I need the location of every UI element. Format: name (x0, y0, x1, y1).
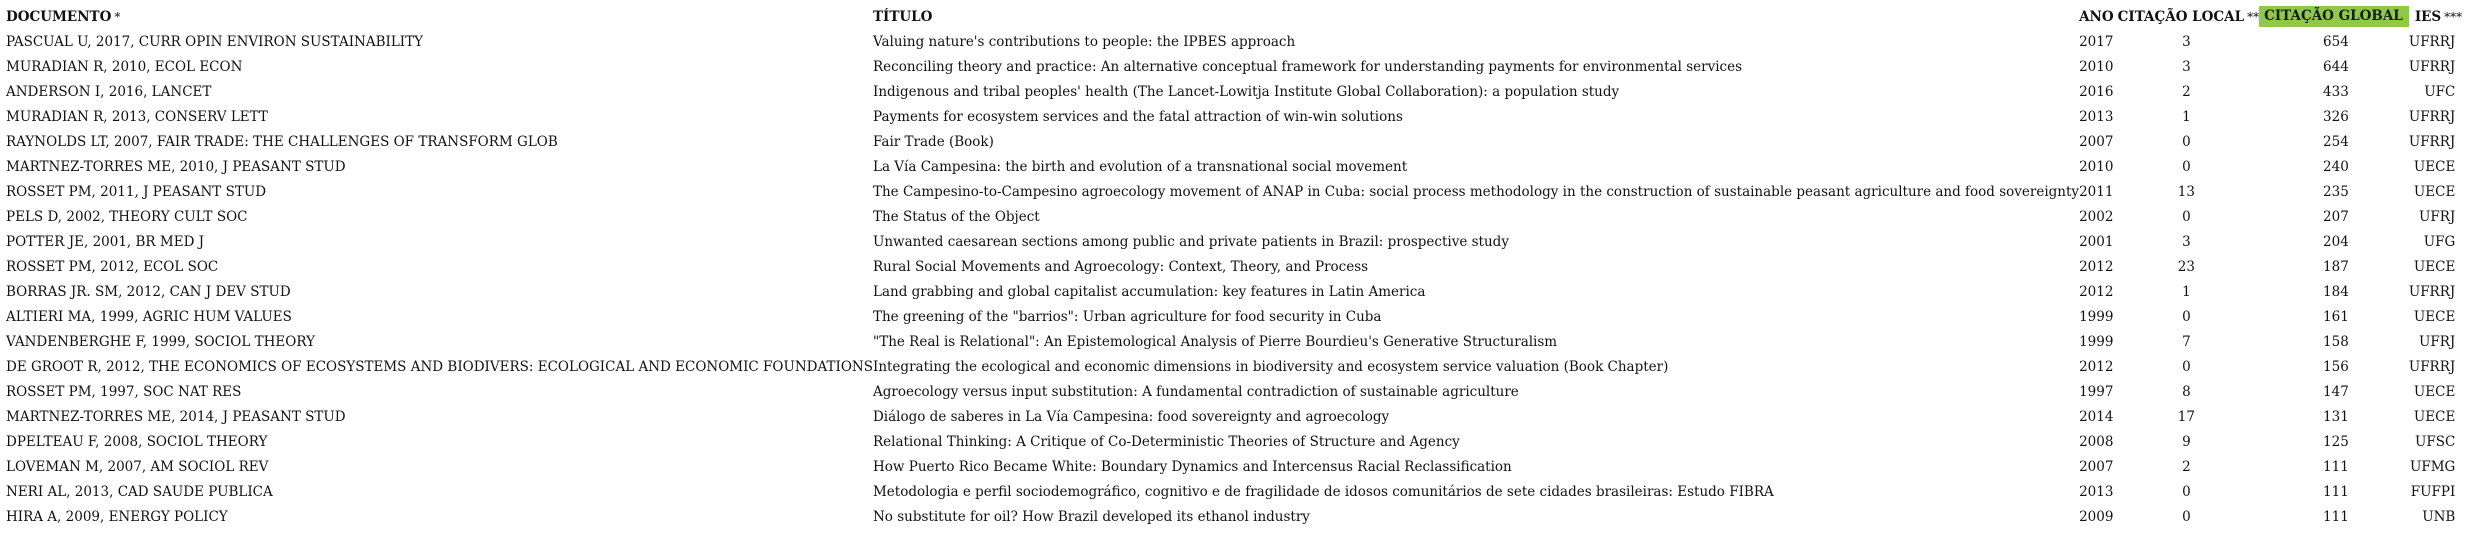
cell-citacao-global: 111 (2323, 458, 2349, 475)
cell-citacao-local: 2 (2182, 458, 2191, 475)
table-row (6, 429, 2481, 454)
header-citacao-local-footnote-mark: ** (2247, 9, 2260, 24)
cell-documento: HIRA A, 2009, ENERGY POLICY (6, 508, 228, 525)
cell-citacao-global: 654 (2323, 33, 2349, 50)
cell-ano: 2013 (2079, 108, 2114, 125)
cell-ano: 2007 (2079, 458, 2114, 475)
cell-titulo: The Status of the Object (872, 208, 1040, 225)
header-citacao-global (2259, 4, 2409, 29)
header-ies-footnote-mark: *** (2444, 9, 2463, 24)
cell-citacao-global: 161 (2323, 308, 2349, 325)
cell-ano: 2002 (2079, 208, 2114, 225)
cell-citacao-local: 9 (2182, 433, 2191, 450)
table-row (6, 29, 2481, 54)
cell-documento: ANDERSON I, 2016, LANCET (6, 83, 212, 100)
table-row (6, 54, 2481, 79)
table-row (6, 254, 2481, 279)
cell-ies: UECE (2413, 383, 2456, 400)
cell-ies: UFRJ (2418, 208, 2456, 225)
cell-titulo: Payments for ecosystem services and the fatal attraction of win-win solutions (872, 108, 1403, 125)
table-row (6, 204, 2481, 229)
cell-documento: MARTNEZ-TORRES ME, 2010, J PEASANT STUD (6, 158, 346, 175)
table-row (6, 479, 2481, 504)
cell-documento: RAYNOLDS LT, 2007, FAIR TRADE: THE CHALLENGES OF TRANSFORM GLOB (6, 133, 558, 150)
cell-citacao-local: 1 (2182, 108, 2191, 125)
cell-titulo: Reconciling theory and practice: An alternative conceptual framework for understanding payments for environmental services (872, 58, 1743, 75)
cell-titulo: The greening of the "barrios": Urban agriculture for food security in Cuba (872, 308, 1382, 325)
cell-documento: BORRAS JR. SM, 2012, CAN J DEV STUD (6, 283, 291, 300)
cell-citacao-local: 0 (2182, 508, 2191, 525)
cell-documento: NERI AL, 2013, CAD SAUDE PUBLICA (6, 483, 273, 500)
header-citacao-local-label: CITAÇÃO LOCAL (2117, 8, 2245, 25)
header-row (6, 4, 2481, 29)
cell-documento: DE GROOT R, 2012, THE ECONOMICS OF ECOSYSTEMS AND BIODIVERS: ECOLOGICAL AND ECONOMIC FOUNDATIONS (6, 358, 873, 375)
cell-documento: MURADIAN R, 2010, ECOL ECON (6, 58, 243, 75)
cell-citacao-global: 111 (2323, 508, 2349, 525)
cell-ano: 2007 (2079, 133, 2114, 150)
cell-titulo: "The Real is Relational": An Epistemological Analysis of Pierre Bourdieu's Generative Structuralism (872, 333, 1558, 350)
cell-ano: 2008 (2079, 433, 2114, 450)
table-row (6, 379, 2481, 404)
cell-titulo: Indigenous and tribal peoples' health (The Lancet-Lowitja Institute Global Collaboration): a population study (872, 83, 1620, 100)
cell-ano: 1999 (2079, 333, 2114, 350)
header-titulo: TÍTULO (872, 8, 933, 25)
cell-titulo: Diálogo de saberes in La Vía Campesina: food sovereignty and agroecology (872, 408, 1390, 425)
cell-documento: VANDENBERGHE F, 1999, SOCIOL THEORY (6, 333, 315, 350)
cell-citacao-global: 235 (2323, 183, 2349, 200)
table-row (6, 179, 2481, 204)
cell-titulo: Relational Thinking: A Critique of Co-Deterministic Theories of Structure and Agency (872, 433, 1460, 450)
cell-ies: UFRRJ (2408, 358, 2456, 375)
cell-citacao-local: 17 (2177, 408, 2195, 425)
cell-ano: 1999 (2079, 308, 2114, 325)
cell-titulo: How Puerto Rico Became White: Boundary Dynamics and Intercensus Racial Reclassification (872, 458, 1512, 475)
cell-titulo: Land grabbing and global capitalist accumulation: key features in Latin America (872, 283, 1426, 300)
cell-citacao-local: 7 (2182, 333, 2191, 350)
cell-citacao-global: 204 (2323, 233, 2349, 250)
cell-citacao-global: 158 (2323, 333, 2349, 350)
cell-ies: UFRJ (2418, 333, 2456, 350)
cell-citacao-global: 240 (2323, 158, 2349, 175)
cell-citacao-global: 254 (2323, 133, 2349, 150)
cell-titulo: Fair Trade (Book) (872, 133, 994, 150)
cell-ano: 2001 (2079, 233, 2114, 250)
cell-ano: 2011 (2079, 183, 2114, 200)
cell-ano: 2009 (2079, 508, 2114, 525)
cell-titulo: Metodologia e perfil sociodemográfico, cognitivo e de fragilidade de idosos comunitários de sete cidades brasileiras: Estudo FIBRA (872, 483, 1774, 500)
cell-ies: UFC (2424, 83, 2456, 100)
cell-ano: 2016 (2079, 83, 2114, 100)
cell-documento: LOVEMAN M, 2007, AM SOCIOL REV (6, 458, 269, 475)
cell-ano: 2014 (2079, 408, 2114, 425)
cell-ano: 2010 (2079, 158, 2114, 175)
table-body (6, 29, 2481, 529)
cell-citacao-global: 184 (2323, 283, 2349, 300)
header-ano: ANO (2079, 8, 2114, 25)
cell-citacao-local: 0 (2182, 483, 2191, 500)
cell-citacao-local: 2 (2182, 83, 2191, 100)
cell-citacao-local: 3 (2182, 58, 2191, 75)
cell-titulo: No substitute for oil? How Brazil developed its ethanol industry (872, 508, 1310, 525)
cell-documento: ROSSET PM, 2012, ECOL SOC (6, 258, 219, 275)
table-row (6, 229, 2481, 254)
table-row (6, 354, 2481, 379)
cell-titulo: Agroecology versus input substitution: A fundamental contradiction of sustainable agriculture (872, 383, 1519, 400)
cell-titulo: Integrating the ecological and economic dimensions in biodiversity and ecosystem service valuation (Book Chapter) (872, 358, 1669, 375)
cell-ies: UFMG (2409, 458, 2456, 475)
cell-titulo: Unwanted caesarean sections among public and private patients in Brazil: prospective study (872, 233, 1509, 250)
header-ies (2409, 4, 2481, 29)
cell-ies: UECE (2413, 258, 2456, 275)
table-row (6, 404, 2481, 429)
table-row (6, 304, 2481, 329)
table-row (6, 504, 2481, 529)
header-citacao-local (2114, 4, 2259, 29)
cell-ies: UFG (2423, 233, 2456, 250)
cell-citacao-local: 23 (2177, 258, 2195, 275)
cell-citacao-global: 433 (2323, 83, 2349, 100)
cell-citacao-local: 3 (2182, 233, 2191, 250)
cell-documento: PASCUAL U, 2017, CURR OPIN ENVIRON SUSTAINABILITY (6, 33, 424, 50)
cell-ies: UFRRJ (2408, 283, 2456, 300)
cell-ano: 2017 (2079, 33, 2114, 50)
cell-citacao-local: 0 (2182, 308, 2191, 325)
cell-documento: ROSSET PM, 1997, SOC NAT RES (6, 383, 242, 400)
table-row (6, 79, 2481, 104)
cell-ano: 2010 (2079, 58, 2114, 75)
table-row (6, 104, 2481, 129)
cell-ies: UECE (2413, 183, 2456, 200)
cell-ano: 2012 (2079, 283, 2114, 300)
cell-citacao-global: 131 (2323, 408, 2349, 425)
header-documento-footnote-mark: * (114, 9, 121, 24)
cell-titulo: Rural Social Movements and Agroecology: Context, Theory, and Process (872, 258, 1369, 275)
table-row (6, 129, 2481, 154)
cell-citacao-global: 125 (2323, 433, 2349, 450)
cell-documento: PELS D, 2002, THEORY CULT SOC (6, 208, 248, 225)
cell-titulo: The Campesino-to-Campesino agroecology movement of ANAP in Cuba: social process methodology in the construction of sustainable peasant agriculture and food sovereignty (872, 183, 2080, 200)
table-row (6, 154, 2481, 179)
header-ies-label: IES (2414, 8, 2442, 25)
cell-ies: UFRRJ (2408, 108, 2456, 125)
cell-ano: 2013 (2079, 483, 2114, 500)
cell-ies: FUFPI (2410, 483, 2456, 500)
header-documento-label: DOCUMENTO (6, 8, 112, 25)
cell-citacao-local: 1 (2182, 283, 2191, 300)
header-citacao-global-highlight: CITAÇÃO GLOBAL (2259, 6, 2409, 27)
cell-citacao-local: 0 (2182, 358, 2191, 375)
cell-citacao-global: 207 (2323, 208, 2349, 225)
cell-citacao-global: 147 (2323, 383, 2349, 400)
cell-titulo: Valuing nature's contributions to people: the IPBES approach (872, 33, 1296, 50)
cell-citacao-global: 111 (2323, 483, 2349, 500)
cell-citacao-global: 187 (2323, 258, 2349, 275)
cell-documento: MARTNEZ-TORRES ME, 2014, J PEASANT STUD (6, 408, 346, 425)
cell-citacao-global: 156 (2323, 358, 2349, 375)
cell-documento: DPELTEAU F, 2008, SOCIOL THEORY (6, 433, 268, 450)
cell-ano: 2012 (2079, 358, 2114, 375)
cell-citacao-local: 0 (2182, 208, 2191, 225)
cell-ies: UFRRJ (2408, 133, 2456, 150)
table-row (6, 454, 2481, 479)
cell-ano: 1997 (2079, 383, 2114, 400)
cell-citacao-local: 13 (2177, 183, 2195, 200)
cell-ies: UECE (2413, 308, 2456, 325)
cell-ies: UFRRJ (2408, 58, 2456, 75)
header-documento (6, 4, 873, 29)
cell-citacao-global: 644 (2323, 58, 2349, 75)
cell-citacao-local: 8 (2182, 383, 2191, 400)
cell-ies: UECE (2413, 158, 2456, 175)
cell-documento: POTTER JE, 2001, BR MED J (6, 233, 205, 250)
cell-titulo: La Vía Campesina: the birth and evolution of a transnational social movement (872, 158, 1408, 175)
cell-documento: ALTIERI MA, 1999, AGRIC HUM VALUES (6, 308, 292, 325)
cell-ies: UFSC (2414, 433, 2456, 450)
cell-citacao-global: 326 (2323, 108, 2349, 125)
cell-ies: UECE (2413, 408, 2456, 425)
cell-ies: UFRRJ (2408, 33, 2456, 50)
table-row (6, 279, 2481, 304)
cell-ies: UNB (2422, 508, 2456, 525)
cell-documento: MURADIAN R, 2013, CONSERV LETT (6, 108, 268, 125)
cell-citacao-local: 0 (2182, 158, 2191, 175)
cell-documento: ROSSET PM, 2011, J PEASANT STUD (6, 183, 267, 200)
cell-citacao-local: 0 (2182, 133, 2191, 150)
table-row (6, 329, 2481, 354)
citation-table (6, 4, 2481, 529)
cell-ano: 2012 (2079, 258, 2114, 275)
cell-citacao-local: 3 (2182, 33, 2191, 50)
